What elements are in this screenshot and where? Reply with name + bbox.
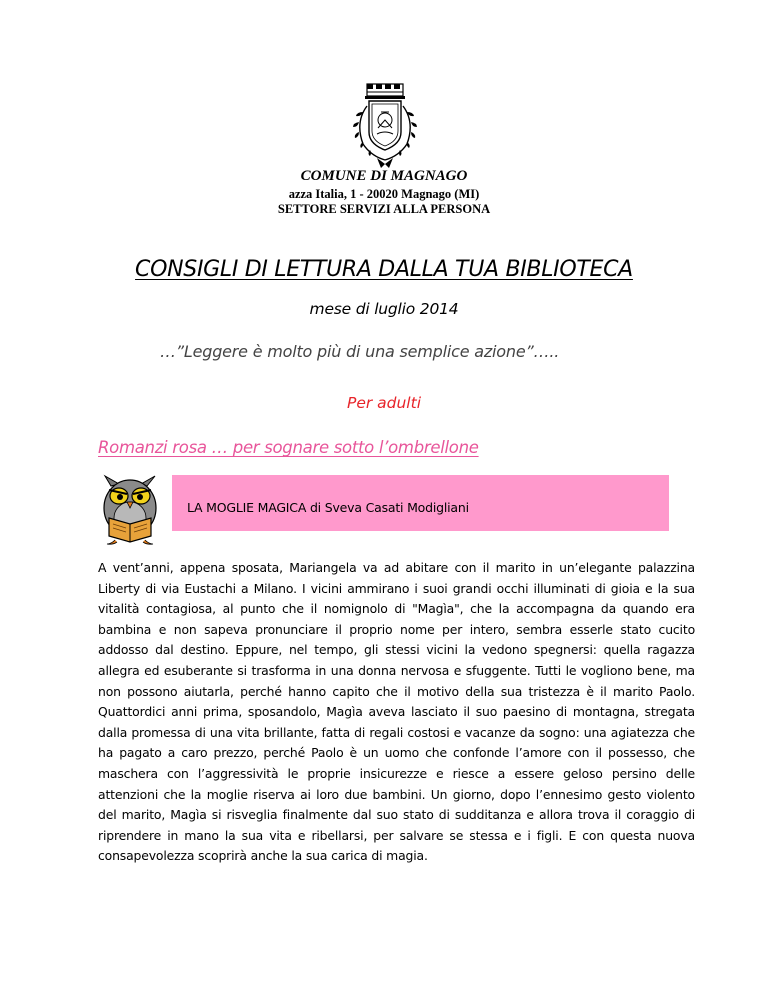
book-title-box (172, 475, 669, 531)
book-title: LA MOGLIE MAGICA di Sveva Casati Modigliani (187, 500, 469, 515)
reading-owl-icon (97, 474, 171, 546)
month-subtitle: mese di luglio 2014 (309, 300, 459, 318)
department-name: SETTORE SERVIZI ALLA PERSONA (277, 202, 491, 216)
municipality-address: azza Italia, 1 - 20020 Magnago (MI) (288, 187, 480, 201)
section-title: Romanzi rosa … per sognare sotto l’ombrellone (98, 438, 479, 457)
page-title: CONSIGLI DI LETTURA DALLA TUA BIBLIOTECA (135, 257, 633, 282)
municipality-name: COMUNE DI MAGNAGO (300, 168, 468, 184)
municipal-crest-icon (345, 82, 425, 170)
reading-quote: …”Leggere è molto più di una semplice azione”….. (160, 342, 560, 361)
book-description: A vent’anni, appena sposata, Mariangela va ad abitare con il marito in un’elegante palazzina Liberty di via Eustachi a Milano. I vicini ammirano i suoi grandi occhi illuminati di gioia e la sua vitalità contagiosa, al punto che il nomignolo di "Magìa", che la accompagna da quando era bambina e non sapeva pronunciare il proprio nome per intero, sembra esserle stato cucito addosso dal destino. Eppure, nel tempo, gli stessi vicini la vedono spegnersi: quella ragazza allegra ed esuberante si trasforma in una donna nervosa e sfuggente. Tutti le vogliono bene, ma non possono aiutarla, perché hanno capito che il motivo della sua tristezza è il marito Paolo. Quattordici anni prima, sposandolo, Magìa aveva lasciato il suo paesino di montagna, stregata dalla promessa di una vita brillante, fatta di regali costosi e vacanze da sogno: una agiatezza che ha pagato a caro prezzo, perché Paolo è un uomo che confonde l’amore con il possesso, che maschera con l’aggressività le proprie insicurezze e riesce a essere geloso persino delle attenzioni che la moglie riserva ai loro due bambini. Un giorno, dopo l’ennesimo gesto violento del marito, Magìa si risveglia finalmente dal suo stato di sudditanza e allora trova il coraggio di riprendere in mano la sua vita e ribellarsi, per salvare se stessa e i figli. E con questa nuova consapevolezza scoprirà anche la sua carica di magia. (98, 560, 695, 864)
audience-label: Per adulti (346, 394, 422, 412)
